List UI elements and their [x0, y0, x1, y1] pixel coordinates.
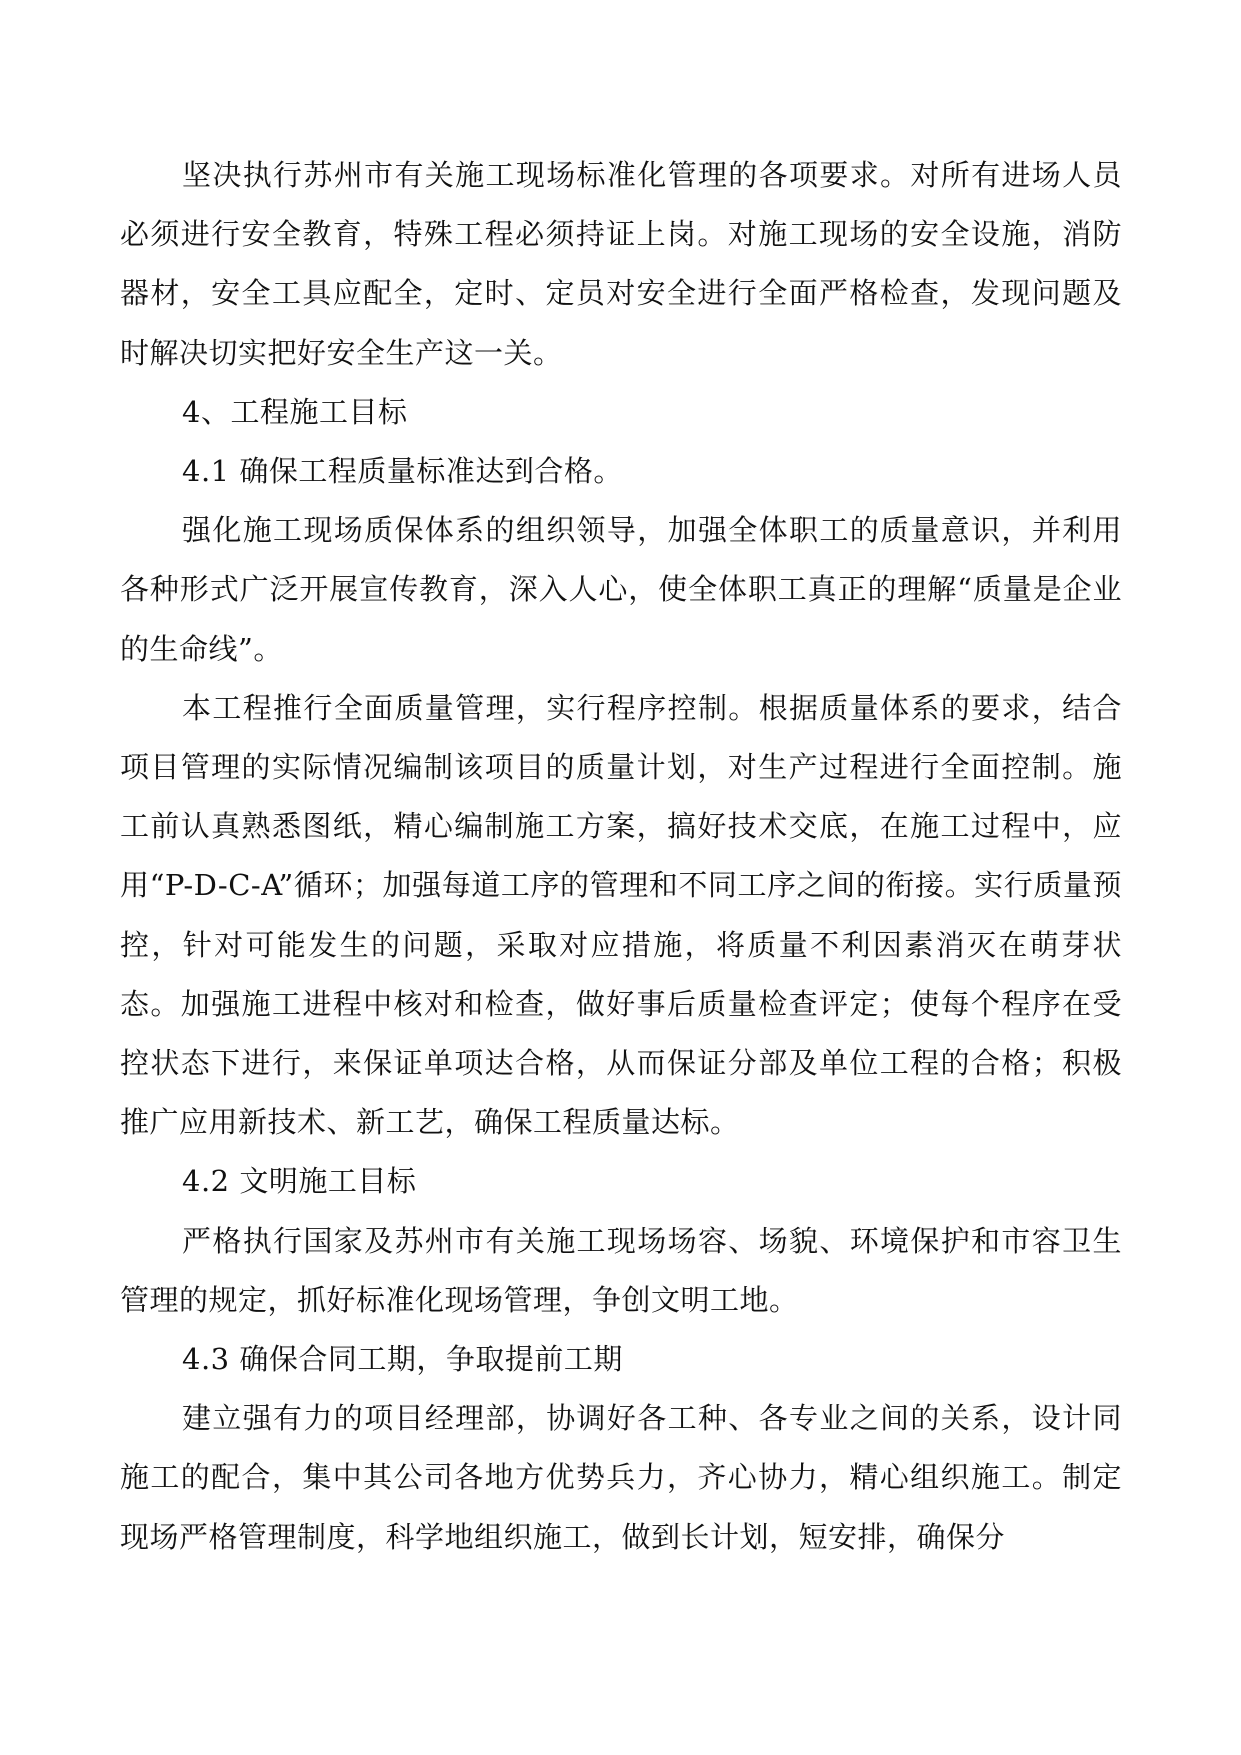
paragraph-safety-requirements: 坚决执行苏州市有关施工现场标准化管理的各项要求。对所有进场人员必须进行安全教育，特殊工程必须持证上岗。对施工现场的安全设施，消防器材，安全工具应配全，定时、定员对安全进行全面严格检查，发现问题及时解决切实把好安全生产这一关。 — [120, 158, 1122, 370]
paragraph-contract-schedule: 建立强有力的项目经理部，协调好各工种、各专业之间的关系，设计同施工的配合，集中其公司各地方优势兵力，齐心协力，精心组织施工。制定现场严格管理制度，科学地组织施工，做到长计划，短安排，确保分 — [120, 1401, 1122, 1554]
paragraph-quality-awareness: 强化施工现场质保体系的组织领导，加强全体职工的质量意识，并利用各种形式广泛开展宣传教育，深入人心，使全体职工真正的理解“质量是企业的生命线”。 — [120, 513, 1122, 666]
paragraph-quality-management: 本工程推行全面质量管理，实行程序控制。根据质量体系的要求，结合项目管理的实际情况编制该项目的质量计划，对生产过程进行全面控制。施工前认真熟悉图纸，精心编制施工方案，搞好技术交底，在施工过程中，应用“P-D-C-A”循环；加强每道工序的管理和不同工序之间的衔接。实行质量预控，针对可能发生的问题，采取对应措施，将质量不利因素消灭在萌芽状态。加强施工进程中核对和检查，做好事后质量检查评定；使每个程序在受控状态下进行，来保证单项达合格，从而保证分部及单位工程的合格；积极推广应用新技术、新工艺，确保工程质量达标。 — [120, 690, 1122, 1140]
heading-contract-schedule: 4.3 确保合同工期，争取提前工期 — [182, 1342, 623, 1377]
paragraph-civilized-construction: 严格执行国家及苏州市有关施工现场场容、场貌、环境保护和市容卫生管理的规定，抓好标准化现场管理，争创文明工地。 — [120, 1223, 1122, 1317]
heading-quality-standard: 4.1 确保工程质量标准达到合格。 — [182, 454, 623, 489]
heading-civilized-construction: 4.2 文明施工目标 — [182, 1164, 417, 1199]
document-body — [120, 146, 1122, 1567]
heading-construction-goals: 4、工程施工目标 — [182, 394, 408, 429]
